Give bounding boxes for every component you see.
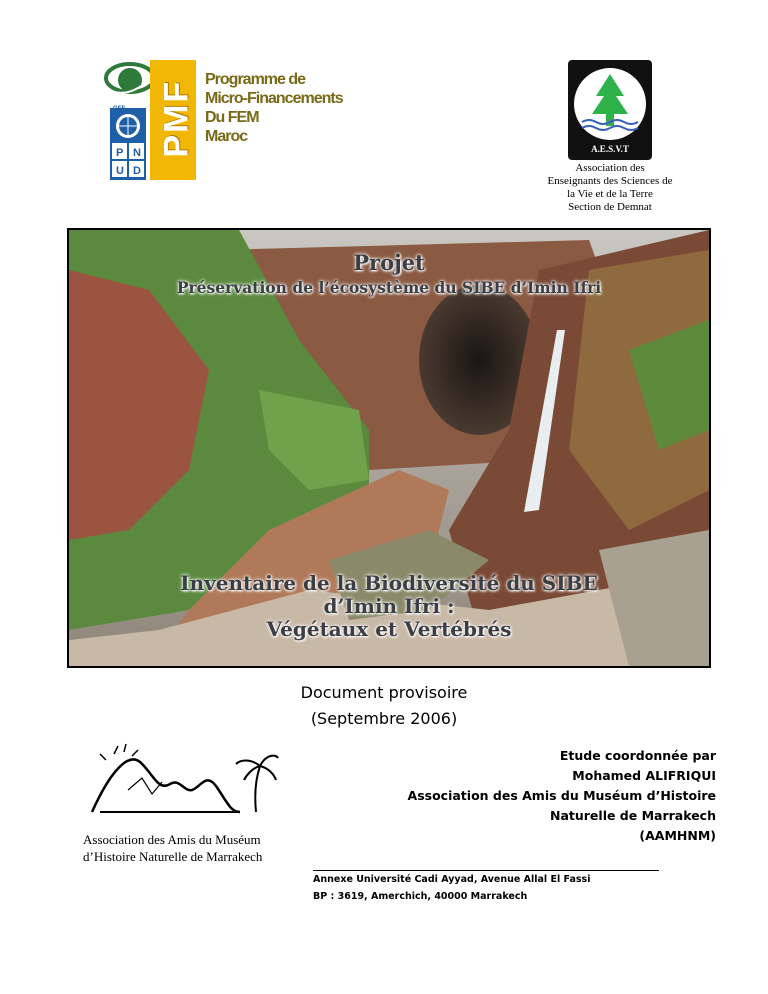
- inventory-title-line: Inventaire de la Biodiversité du SIBE: [180, 571, 598, 595]
- pmf-vertical-letters: PMF: [157, 79, 196, 158]
- pmf-title-line: Micro-Financements: [205, 90, 343, 107]
- credit-line: (AAMHNM): [639, 828, 716, 843]
- project-heading: Projet: [353, 250, 425, 275]
- aamhnm-caption-line: Association des Amis du Muséum: [83, 832, 261, 847]
- pnud-letter: N: [133, 147, 141, 159]
- footer-address-line: BP : 3619, Amerchich, 40000 Marrakech: [313, 891, 528, 902]
- inventory-title-line: d’Imin Ifri :: [323, 594, 455, 618]
- gef-label: GEF: [113, 106, 126, 112]
- document-date: (Septembre 2006): [310, 709, 458, 728]
- aesvt-acronym: A.E.S.V.T: [591, 144, 629, 154]
- inventory-title: [69, 572, 709, 641]
- aesvt-caption-line: la Vie et de la Terre: [567, 188, 653, 200]
- credit-line: Association des Amis du Muséum d’Histoire: [407, 788, 716, 803]
- aamhnm-caption-line: d’Histoire Naturelle de Marrakech: [83, 849, 263, 864]
- aesvt-caption-line: Enseignants des Sciences de: [547, 175, 673, 187]
- aesvt-logo: [568, 60, 652, 160]
- aesvt-caption-line: Section de Demnat: [568, 201, 652, 213]
- pmf-title-line: Du FEM: [205, 109, 259, 126]
- mountain-palm-logo-icon: [80, 742, 280, 827]
- pmf-title-line: Maroc: [205, 128, 248, 145]
- canyon-photo: [67, 228, 711, 668]
- document-status: Document provisoire: [300, 683, 468, 702]
- pnud-letter: D: [133, 165, 141, 177]
- pmf-title-line: Programme de: [205, 71, 306, 88]
- pmf-logo: [100, 58, 370, 183]
- aamhnm-logo: [80, 742, 280, 827]
- footer-divider: [313, 870, 659, 871]
- pnud-letter: P: [116, 147, 124, 159]
- footer-address-line: Annexe Université Cadi Ayyad, Avenue Allal El Fassi: [313, 874, 591, 885]
- pnud-letter: U: [116, 165, 124, 177]
- aesvt-caption: [508, 162, 712, 214]
- credit-line: Etude coordonnée par: [559, 748, 716, 763]
- aesvt-caption-line: Association des: [575, 162, 645, 174]
- credit-line: Mohamed ALIFRIQUI: [572, 768, 716, 783]
- project-subheading: Préservation de l’écosystème du SIBE d’Imin Ifri: [176, 278, 602, 297]
- inventory-title-line: Végétaux et Vertébrés: [266, 617, 512, 641]
- credit-line: Naturelle de Marrakech: [550, 808, 716, 823]
